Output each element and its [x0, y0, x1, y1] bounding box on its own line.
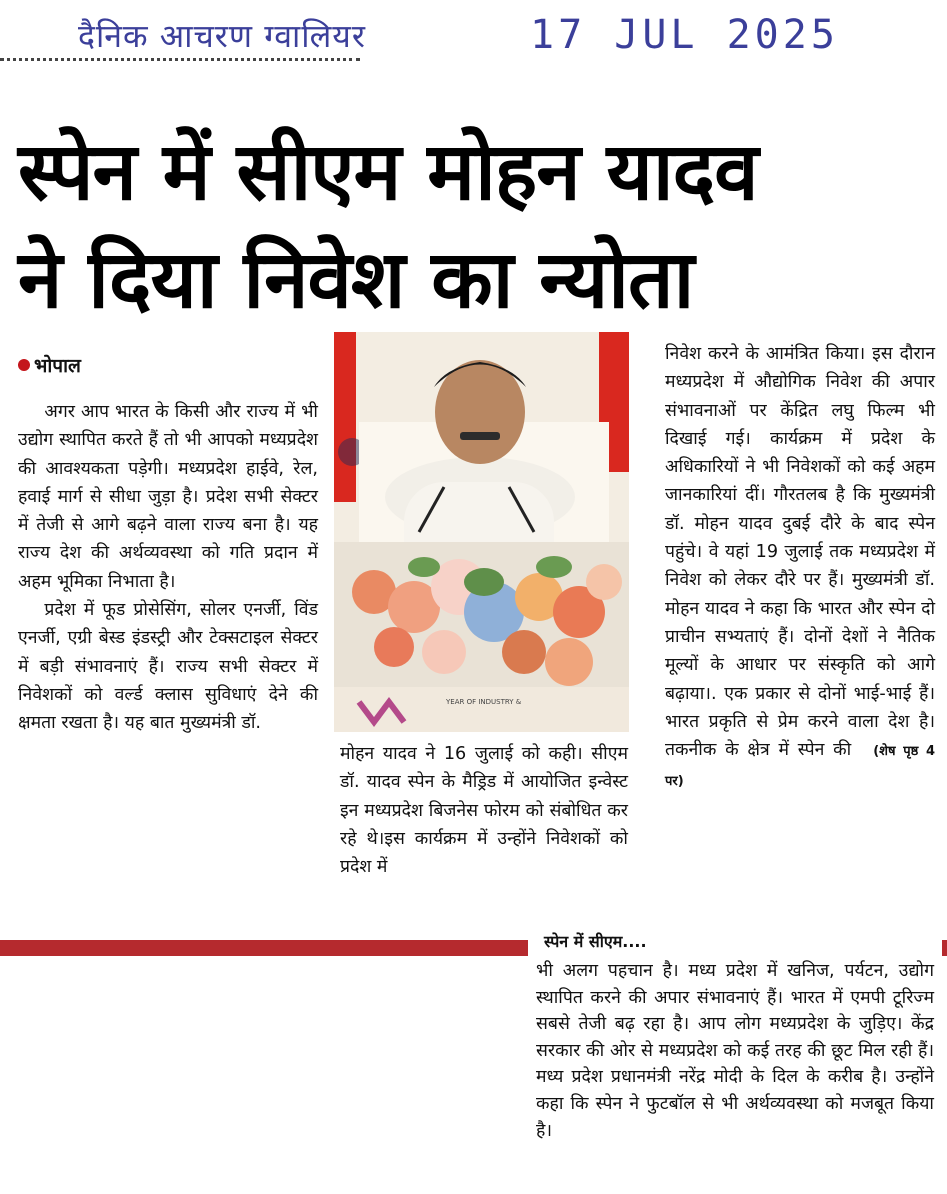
dateline [18, 352, 81, 378]
paragraph [665, 340, 935, 797]
masthead [0, 0, 947, 70]
article-column-right [665, 340, 935, 797]
continuation-body: भी अलग पहचान है। मध्य प्रदेश में खनिज, पर्यटन, उद्योग स्थापित करने की अपार संभावनाएं हैं। भारत में एमपी टूरिज्म सबसे तेजी बढ़ रहा है। आप लोग मध्यप्रदेश के जुड़िए। केंद्र सरकार की ओर से मध्यप्रदेश को कई तरह की छूट मिल रही हैं। मध्य प्रदेश प्रधानमंत्री नरेंद्र मोदी के दिल के करीब है। उन्होंने कहा कि स्पेन ने फुटबॉल से भी अर्थव्यवस्था को मजबूत किया है। [536, 958, 934, 1144]
paragraph: प्रदेश में फूड प्रोसेसिंग, सोलर एनर्जी, विंड एनर्जी, एग्री बेस्ड इंडस्ट्री और टेक्सटाइल सेक्टर में बड़ी संभावनाएं हैं। राज्य सभी सेक्टर में निवेशकों को वर्ल्ड क्लास सुविधाएं देने की क्षमता रखता है। यह बात मुख्यमंत्री डॉ. [18, 600, 318, 734]
paragraph-text: निवेश करने के आमंत्रित किया। इस दौरान मध्यप्रदेश में औद्योगिक निवेश की अपार संभावनाओं पर केंद्रित लघु फिल्म भी दिखाई गई। कार्यक्रम में प्रदेश के अधिकारियों ने भी निवेशकों को कई अहम जानकारियां दीं। गौरतलब है कि मुख्यमंत्री डॉ. मोहन यादव दुबई दौरे के बाद स्पेन पहुंचे। वे यहां 19 जुलाई तक मध्यप्रदेश में निवेश को लेकर दौरे पर हैं। मुख्यमंत्री डॉ. मोहन यादव ने कहा कि भारत और स्पेन दो प्राचीन सभ्यताएं हैं। दोनों देशों ने नैतिक मूल्यों के आधार पर संस्कृति को आगे बढ़ाया।. एक प्रकार से दोनों भाई-भाई हैं। भारत प्रकृति से प्रेम करने वाला देश है। तकनीक के क्षेत्र में स्पेन की [665, 344, 935, 761]
date-stamp: 17 JUL 2025 [530, 12, 839, 58]
paragraph: मोहन यादव ने 16 जुलाई को कही। सीएम डॉ. यादव स्पेन के मैड्रिड में आयोजित इन्वेस्ट इन मध्यप्रदेश बिजनेस फोरम को संबोधित कर रहे थे।इस कार्यक्रम में उन्होंने निवेशकों को प्रदेश में [340, 744, 628, 878]
headline-line-1: स्पेन में सीएम मोहन यादव [18, 125, 758, 218]
article-column-middle [340, 740, 628, 881]
dateline-city: भोपाल [34, 355, 81, 377]
dotted-divider [0, 58, 360, 61]
paragraph: अगर आप भारत के किसी और राज्य में भी उद्योग स्थापित करते हैं तो भी आपको मध्यप्रदेश की आवश्यकता पड़ेगी। मध्यप्रदेश हाईवे, रेल, हवाई मार्ग से सीधा जुड़ा है। प्रदेश सभी सेक्टर में तेजी से आगे बढ़ने वाला राज्य बना है। यह राज्य देश की अर्थव्यवस्था को गति प्रदान में अहम भूमिका निभाता है। [18, 402, 318, 592]
continuation-title: स्पेन में सीएम.... [536, 929, 655, 955]
speaker-photo [334, 332, 629, 732]
newspaper-name-stamp: दैनिक आचरण ग्वालियर [78, 17, 366, 55]
bullet-dot-icon [18, 359, 30, 371]
speaker-at-podium-photo-icon [334, 332, 629, 732]
headline [18, 118, 933, 334]
photo-banner-text: YEAR OF INDUSTRY & [446, 698, 522, 706]
article-column-left [18, 398, 318, 738]
headline-line-2: ने दिया निवेश का न्योता [18, 233, 694, 326]
continued-note: (शेष पृष्ठ 4 पर) [665, 744, 935, 790]
